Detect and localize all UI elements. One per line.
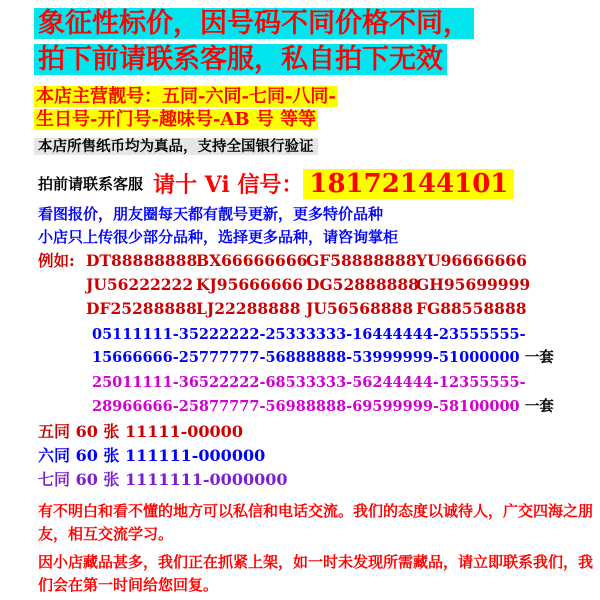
- header-line-2-text: 拍下前请联系客服，私自拍下无效: [34, 44, 447, 75]
- contact-prefix: 拍前请联系客服: [38, 175, 144, 193]
- examples-label: 例如:: [38, 251, 75, 270]
- contact-line: [38, 168, 514, 199]
- wechat-label: 请十 Vi 信号：: [153, 172, 304, 198]
- footer-paragraph-2: 因小店藏品甚多，我们正在抓紧上架，如一时未发现所需藏品，请立即联系我们，我们会在第一时间给您回复。: [38, 553, 594, 594]
- examples-row-1: [86, 250, 526, 272]
- header-line-1: [34, 6, 474, 42]
- group-seven: 七同 60 张 1111111-0000000: [38, 470, 288, 489]
- footer-paragraph-1: 有不明白和看不懂的地方可以私信和电话交流。我们的态度以诚待人，广交四海之朋友，相互交流学习。: [38, 502, 594, 543]
- phone-number[interactable]: 18172144101: [303, 169, 514, 199]
- example-number: KJ95666666: [196, 275, 304, 294]
- example-number: JU56568888: [306, 299, 414, 318]
- example-number: JU56222222: [86, 275, 194, 294]
- group-five: 五同 60 张 11111-00000: [38, 422, 243, 441]
- example-number: DT88888888: [86, 251, 198, 270]
- guarantee-line: [34, 136, 318, 158]
- set-1-line-2: [92, 347, 554, 369]
- group-six: 六同 60 张 111111-000000: [38, 446, 266, 465]
- info-line-1: 看图报价，朋友圈每天都有靓号更新，更多特价品种: [38, 205, 384, 223]
- guarantee-text: 本店所售纸币均为真品，支持全国银行验证: [34, 138, 318, 155]
- example-number: LJ22288888: [196, 299, 301, 318]
- set-2-line-2: [92, 396, 554, 418]
- example-number: GH95699999: [416, 275, 531, 294]
- set-2-suffix: 一套: [524, 398, 554, 415]
- info-line-2: 小店只上传很少部分品种，选择更多品种，请咨询掌柜: [38, 228, 399, 246]
- set-2-line-2-numbers: 28966666-25877777-56988888-69599999-58100000: [92, 398, 520, 415]
- examples-row-3: [86, 298, 526, 320]
- set-1-line-2-numbers: 15666666-25777777-56888888-53999999-51000000: [92, 349, 520, 366]
- set-1-suffix: 一套: [524, 349, 554, 366]
- example-number: DG52888888: [306, 275, 419, 294]
- example-number: FG88558888: [416, 299, 527, 318]
- examples-row-2: [86, 274, 531, 296]
- example-number: DF25288888: [86, 299, 197, 318]
- main-numbers-line-2: [34, 108, 318, 132]
- set-2-line-1: 25011111-36522222-68533333-56244444-12355555-: [92, 374, 526, 391]
- header-line-2: [34, 42, 447, 78]
- example-number: BX66666666: [196, 251, 308, 270]
- main-numbers-line-1: [34, 85, 338, 109]
- example-number: YU96666666: [416, 251, 527, 270]
- main-numbers-line-2-text: 生日号-开门号-趣味号-AB 号 等等: [36, 109, 317, 130]
- example-number: GF58888888: [306, 251, 417, 270]
- set-1-line-1: 05111111-35222222-25333333-16444444-23555555-: [92, 326, 526, 343]
- main-numbers-line-1-text: 本店主营靓号：五同-六同-七同-八同-: [36, 86, 336, 107]
- header-line-1-text: 象征性标价，因号码不同价格不同，: [34, 8, 474, 39]
